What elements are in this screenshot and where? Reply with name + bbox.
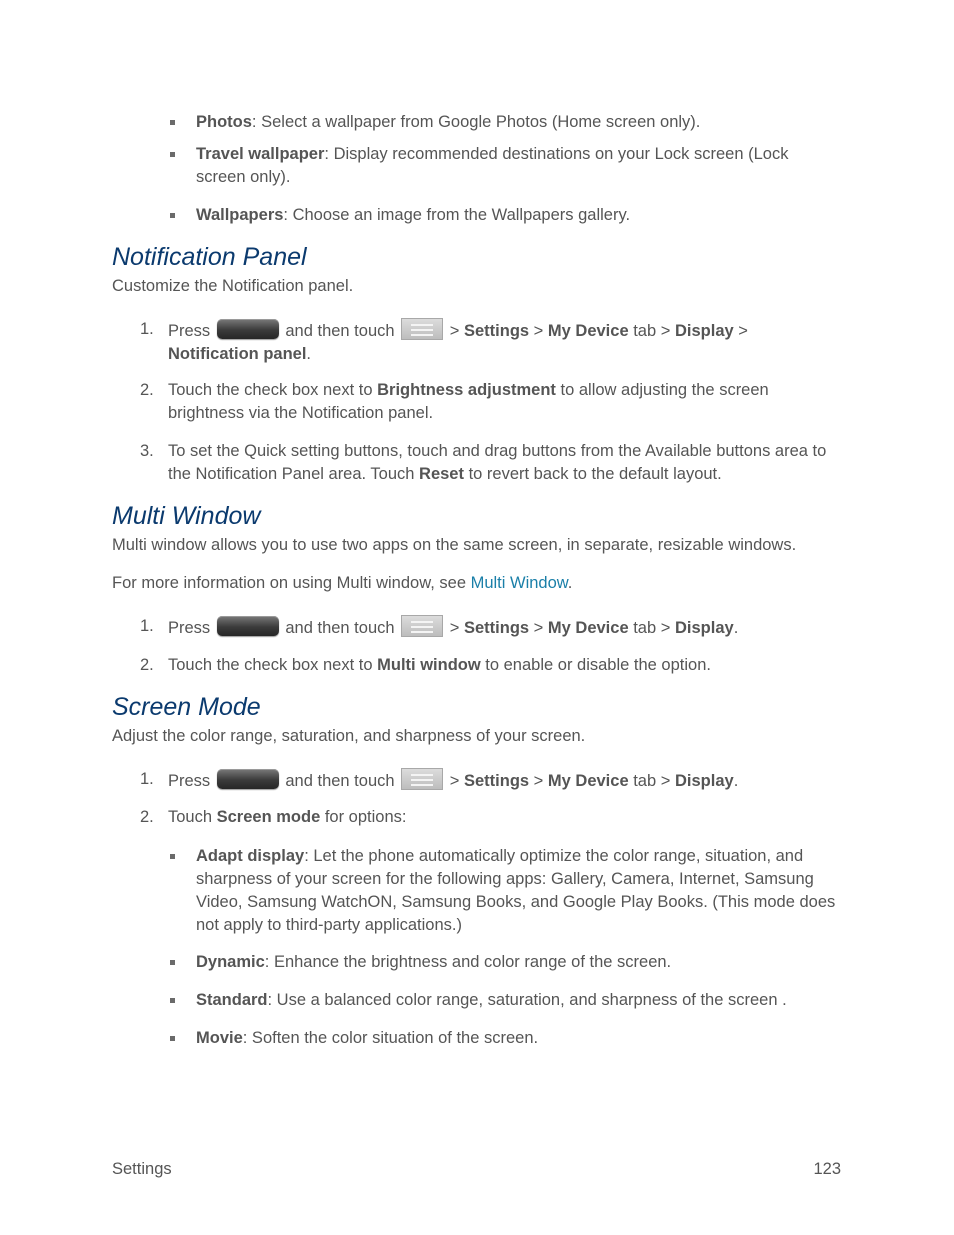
step-item: 2. Touch Screen mode for options:	[140, 808, 407, 826]
menu-key-icon	[401, 615, 443, 637]
list-item: Movie: Soften the color situation of the screen.	[170, 1027, 840, 1050]
list-item: Photos: Select a wallpaper from Google Photos (Home screen only).	[170, 111, 840, 134]
page-number: 123	[813, 1160, 841, 1178]
section-intro: Customize the Notification panel.	[112, 277, 354, 295]
list-item: Dynamic: Enhance the brightness and color range of the screen.	[170, 951, 840, 974]
step-item: 2. Touch the check box next to Multi window to enable or disable the option.	[140, 656, 711, 674]
section-heading-notification-panel: Notification Panel	[112, 243, 307, 271]
step-item: 1. Press and then touch > Settings > My Device tab > Display.	[140, 617, 739, 637]
list-item: Travel wallpaper: Display recommended destinations on your Lock screen (Lock screen only).	[170, 143, 840, 189]
step-item: 3. To set the Quick setting buttons, touch and drag buttons from the Available buttons area to the Notification Panel area. Touch Reset to revert back to the default layout.	[140, 442, 827, 483]
multi-window-link[interactable]: Multi Window	[470, 574, 568, 592]
home-key-icon	[217, 616, 279, 636]
bullet-square-icon	[170, 998, 175, 1003]
more-info-paragraph: For more information on using Multi window, see Multi Window.	[112, 574, 573, 592]
menu-key-icon	[401, 768, 443, 790]
section-heading-multi-window: Multi Window	[112, 502, 261, 530]
home-key-icon	[217, 319, 279, 339]
bullet-square-icon	[170, 120, 175, 125]
bullet-square-icon	[170, 960, 175, 965]
bullet-square-icon	[170, 1036, 175, 1041]
menu-key-icon	[401, 318, 443, 340]
home-key-icon	[217, 769, 279, 789]
section-intro: Multi window allows you to use two apps on the same screen, in separate, resizable windows.	[112, 536, 797, 554]
step-item: 2. Touch the check box next to Brightness adjustment to allow adjusting the screen brightness via the Notification panel.	[140, 381, 769, 422]
section-heading-screen-mode: Screen Mode	[112, 693, 261, 721]
step-item: 1. Press and then touch > Settings > My Device tab > Display.	[140, 770, 739, 790]
footer-section-label: Settings	[112, 1160, 172, 1178]
list-item: Adapt display: Let the phone automatically optimize the color range, situation, and sharpness of your screen for the following apps: Gallery, Camera, Internet, Samsung Video, Samsung WatchON, Samsung Books, and Google Play Books. (This mode does not apply to third-party applications.)	[170, 845, 840, 937]
step-item: 1. Press and then touch > Settings > My Device tab > Display > Notification panel.	[140, 320, 748, 363]
bullet-square-icon	[170, 213, 175, 218]
list-item: Wallpapers: Choose an image from the Wallpapers gallery.	[170, 204, 840, 227]
list-item: Standard: Use a balanced color range, saturation, and sharpness of the screen .	[170, 989, 840, 1012]
section-intro: Adjust the color range, saturation, and sharpness of your screen.	[112, 727, 586, 745]
bullet-square-icon	[170, 152, 175, 157]
bullet-square-icon	[170, 854, 175, 859]
